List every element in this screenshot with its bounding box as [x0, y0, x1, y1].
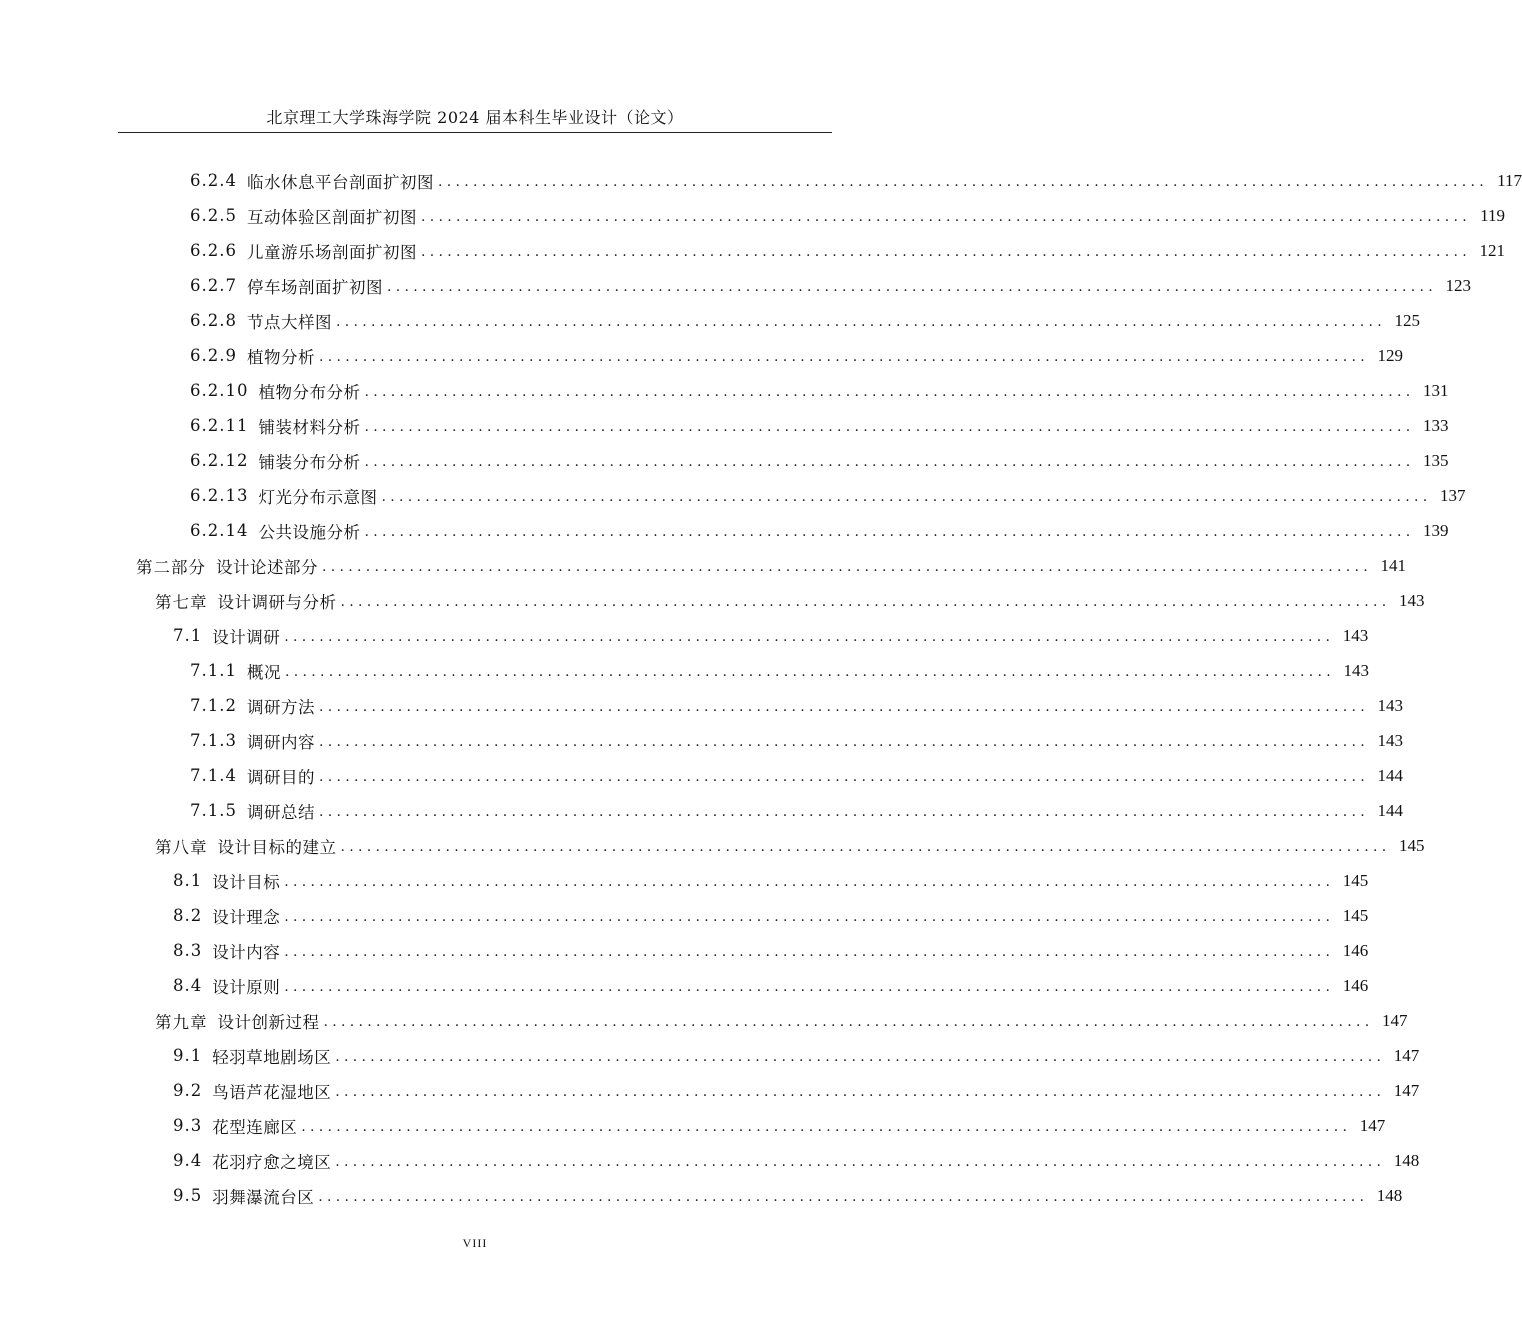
toc-entry-number: 6.2.14	[190, 521, 249, 540]
toc-entry-page: 147	[1393, 1045, 1420, 1065]
toc-entry-number: 9.3	[173, 1116, 203, 1135]
toc-entry-title: 调研总结	[246, 802, 315, 822]
dot-leader: ........................................................................................................................	[364, 383, 1415, 400]
dot-leader: ........................................................................................................................	[364, 453, 1415, 470]
dot-leader: ........................................................................................................................	[323, 1013, 1374, 1030]
dot-leader: ........................................................................................................................	[318, 768, 1370, 785]
toc-entry[interactable]	[190, 268, 1472, 303]
toc-entry-page: 148	[1376, 1185, 1403, 1205]
toc-entry-number: 6.2.9	[190, 346, 237, 365]
toc-entry[interactable]	[190, 408, 1449, 443]
toc-entry[interactable]	[173, 1073, 1420, 1108]
dot-leader: ........................................................................................................................	[284, 628, 1335, 645]
toc-entry-page: 143	[1377, 730, 1404, 750]
toc-entry-number: 6.2.7	[190, 276, 237, 295]
toc-entry-title: 节点大样图	[246, 312, 332, 332]
dot-leader: ........................................................................................................................	[335, 313, 1387, 330]
toc-entry[interactable]	[155, 583, 1425, 618]
dot-leader: ........................................................................................................................	[340, 838, 1391, 855]
toc-entry[interactable]	[190, 198, 1506, 233]
dot-leader: ........................................................................................................................	[437, 173, 1489, 190]
toc-entry-title: 设计目标	[212, 872, 281, 892]
toc-entry-number: 6.2.12	[190, 451, 249, 470]
toc-entry-number: 8.3	[173, 941, 203, 960]
toc-entry-title: 调研内容	[246, 732, 315, 752]
toc-entry-page: 117	[1497, 170, 1522, 190]
dot-leader: ........................................................................................................................	[301, 1118, 1352, 1135]
toc-entry-page: 145	[1342, 870, 1369, 890]
dot-leader: ........................................................................................................................	[381, 488, 1432, 505]
dot-leader: ........................................................................................................................	[335, 1083, 1386, 1100]
toc-entry-page: 143	[1399, 590, 1425, 610]
toc-entry-number: 6.2.8	[190, 311, 237, 330]
toc-entry[interactable]	[190, 758, 1404, 793]
toc-entry-number: 9.5	[173, 1186, 203, 1205]
dot-leader: ........................................................................................................................	[318, 733, 1370, 750]
toc-entry-number: 7.1.1	[190, 661, 237, 680]
toc-entry-page: 137	[1440, 485, 1466, 505]
toc-entry[interactable]	[155, 1003, 1408, 1038]
toc-entry-page: 147	[1382, 1010, 1408, 1030]
dot-leader: ........................................................................................................................	[284, 943, 1335, 960]
toc-entry-title: 儿童游乐场剖面扩初图	[246, 242, 417, 262]
toc-entry-title: 调研目的	[246, 767, 315, 787]
toc-entry[interactable]	[173, 1038, 1420, 1073]
toc-entry-number: 7.1.3	[190, 731, 237, 750]
toc-entry-number: 9.4	[173, 1151, 203, 1170]
toc-entry-number: 6.2.4	[190, 171, 237, 190]
toc-entry-page: 119	[1480, 205, 1506, 225]
toc-entry-page: 143	[1343, 660, 1370, 680]
toc-entry-number: 第八章	[155, 837, 208, 857]
toc-entry-page: 123	[1445, 275, 1472, 295]
toc-entry-title: 花羽疗愈之境区	[212, 1152, 332, 1172]
dot-leader: ........................................................................................................................	[318, 1188, 1369, 1205]
toc-entry[interactable]	[173, 968, 1369, 1003]
toc-entry[interactable]	[190, 303, 1421, 338]
toc-entry-number: 8.2	[173, 906, 203, 925]
toc-entry-page: 143	[1342, 625, 1369, 645]
toc-entry-title: 设计原则	[212, 977, 281, 997]
toc-entry[interactable]	[190, 688, 1404, 723]
toc-entry-title: 羽舞瀑流台区	[212, 1187, 315, 1207]
toc-entry[interactable]	[155, 828, 1425, 863]
dot-leader: ........................................................................................................................	[284, 663, 1336, 680]
dot-leader: ........................................................................................................................	[364, 418, 1415, 435]
toc-entry-number: 7.1.5	[190, 801, 237, 820]
dot-leader: ........................................................................................................................	[318, 803, 1370, 820]
toc-entry-page: 147	[1359, 1115, 1386, 1135]
toc-entry[interactable]	[173, 1178, 1403, 1213]
toc-entry-title: 设计创新过程	[217, 1012, 320, 1032]
toc-entry-title: 铺装分布分析	[258, 452, 361, 472]
dot-leader: ........................................................................................................................	[364, 523, 1415, 540]
toc-entry[interactable]	[190, 443, 1449, 478]
toc-entry-number: 第九章	[155, 1012, 208, 1032]
toc-entry-title: 概况	[246, 662, 281, 682]
toc-entry-page: 141	[1380, 555, 1407, 575]
dot-leader: ........................................................................................................................	[284, 978, 1335, 995]
toc-entry-title: 设计调研与分析	[217, 592, 337, 612]
toc-entry-page: 145	[1342, 905, 1369, 925]
toc-entry[interactable]	[190, 653, 1370, 688]
toc-entry-title: 灯光分布示意图	[258, 487, 378, 507]
toc-entry[interactable]	[190, 233, 1506, 268]
dot-leader: ........................................................................................................................	[322, 558, 1373, 575]
toc-entry-page: 144	[1377, 800, 1404, 820]
dot-leader: ........................................................................................................................	[340, 593, 1391, 610]
toc-entry-number: 8.4	[173, 976, 203, 995]
toc-entry-number: 7.1	[173, 626, 203, 645]
toc-entry[interactable]	[190, 373, 1449, 408]
toc-entry-title: 设计内容	[212, 942, 281, 962]
toc-entry[interactable]	[136, 548, 1407, 583]
toc-entry-page: 148	[1393, 1150, 1420, 1170]
toc-entry-page: 135	[1423, 450, 1449, 470]
toc-entry-title: 植物分布分析	[258, 382, 361, 402]
dot-leader: ........................................................................................................................	[386, 278, 1438, 295]
toc-entry-title: 鸟语芦花湿地区	[212, 1082, 332, 1102]
dot-leader: ........................................................................................................................	[335, 1048, 1386, 1065]
toc-entry-number: 第七章	[155, 592, 208, 612]
toc-entry-title: 铺装材料分析	[258, 417, 361, 437]
toc-entry[interactable]	[190, 723, 1404, 758]
toc-entry-title: 停车场剖面扩初图	[246, 277, 383, 297]
toc-entry-title: 公共设施分析	[258, 522, 361, 542]
dot-leader: ........................................................................................................................	[420, 208, 1472, 225]
toc-entry-title: 轻羽草地剧场区	[212, 1047, 332, 1067]
dot-leader: ........................................................................................................................	[420, 243, 1472, 260]
toc-entry[interactable]	[190, 478, 1466, 513]
toc-entry[interactable]	[173, 1143, 1420, 1178]
toc-entry-page: 125	[1394, 310, 1421, 330]
toc-entry-title: 植物分析	[246, 347, 315, 367]
toc-entry-title: 设计目标的建立	[217, 837, 337, 857]
toc-entry[interactable]	[190, 513, 1449, 548]
toc-entry[interactable]	[173, 1108, 1386, 1143]
toc-entry[interactable]	[173, 933, 1369, 968]
toc-entry-number: 6.2.5	[190, 206, 237, 225]
toc-entry[interactable]	[190, 338, 1404, 373]
toc-entry-number: 6.2.6	[190, 241, 237, 260]
toc-entry-page: 129	[1377, 345, 1404, 365]
toc-entry[interactable]	[190, 793, 1404, 828]
toc-entry-title: 设计调研	[212, 627, 281, 647]
toc-entry-page: 131	[1423, 380, 1449, 400]
toc-entry-page: 147	[1393, 1080, 1420, 1100]
toc-entry-number: 6.2.13	[190, 486, 249, 505]
toc-entry[interactable]	[173, 898, 1369, 933]
toc-entry-number: 9.2	[173, 1081, 203, 1100]
dot-leader: ........................................................................................................................	[284, 873, 1335, 890]
toc-entry[interactable]	[173, 618, 1369, 653]
toc-entry-title: 花型连廊区	[212, 1117, 298, 1137]
toc-entry-page: 121	[1479, 240, 1506, 260]
toc-entry-page: 146	[1342, 940, 1369, 960]
toc-entry-title: 临水休息平台剖面扩初图	[246, 172, 434, 192]
dot-leader: ........................................................................................................................	[318, 348, 1370, 365]
toc-entry[interactable]	[190, 163, 1522, 198]
toc-entry[interactable]	[173, 863, 1369, 898]
toc-entry-title: 设计论述部分	[216, 557, 318, 577]
toc-entry-page: 144	[1377, 765, 1404, 785]
toc-entry-page: 145	[1399, 835, 1425, 855]
toc-entry-number: 第二部分	[136, 557, 206, 577]
toc-entry-title: 互动体验区剖面扩初图	[246, 207, 417, 227]
toc-entry-title: 调研方法	[246, 697, 315, 717]
toc-entry-number: 9.1	[173, 1046, 203, 1065]
toc-entry-page: 133	[1423, 415, 1449, 435]
page-number: VIII	[462, 1236, 488, 1250]
toc-entry-number: 8.1	[173, 871, 203, 890]
toc-entry-number: 7.1.2	[190, 696, 237, 715]
page-header: 北京理工大学珠海学院 2024 届本科生毕业设计（论文）	[118, 108, 832, 133]
dot-leader: ........................................................................................................................	[335, 1153, 1386, 1170]
dot-leader: ........................................................................................................................	[318, 698, 1370, 715]
toc-entry-page: 139	[1423, 520, 1449, 540]
toc-entry-number: 7.1.4	[190, 766, 237, 785]
dot-leader: ........................................................................................................................	[284, 908, 1335, 925]
toc-entry-title: 设计理念	[212, 907, 281, 927]
toc-entry-page: 143	[1377, 695, 1404, 715]
toc-entry-page: 146	[1342, 975, 1369, 995]
toc-entry-number: 6.2.10	[190, 381, 249, 400]
toc-entry-number: 6.2.11	[190, 416, 249, 435]
